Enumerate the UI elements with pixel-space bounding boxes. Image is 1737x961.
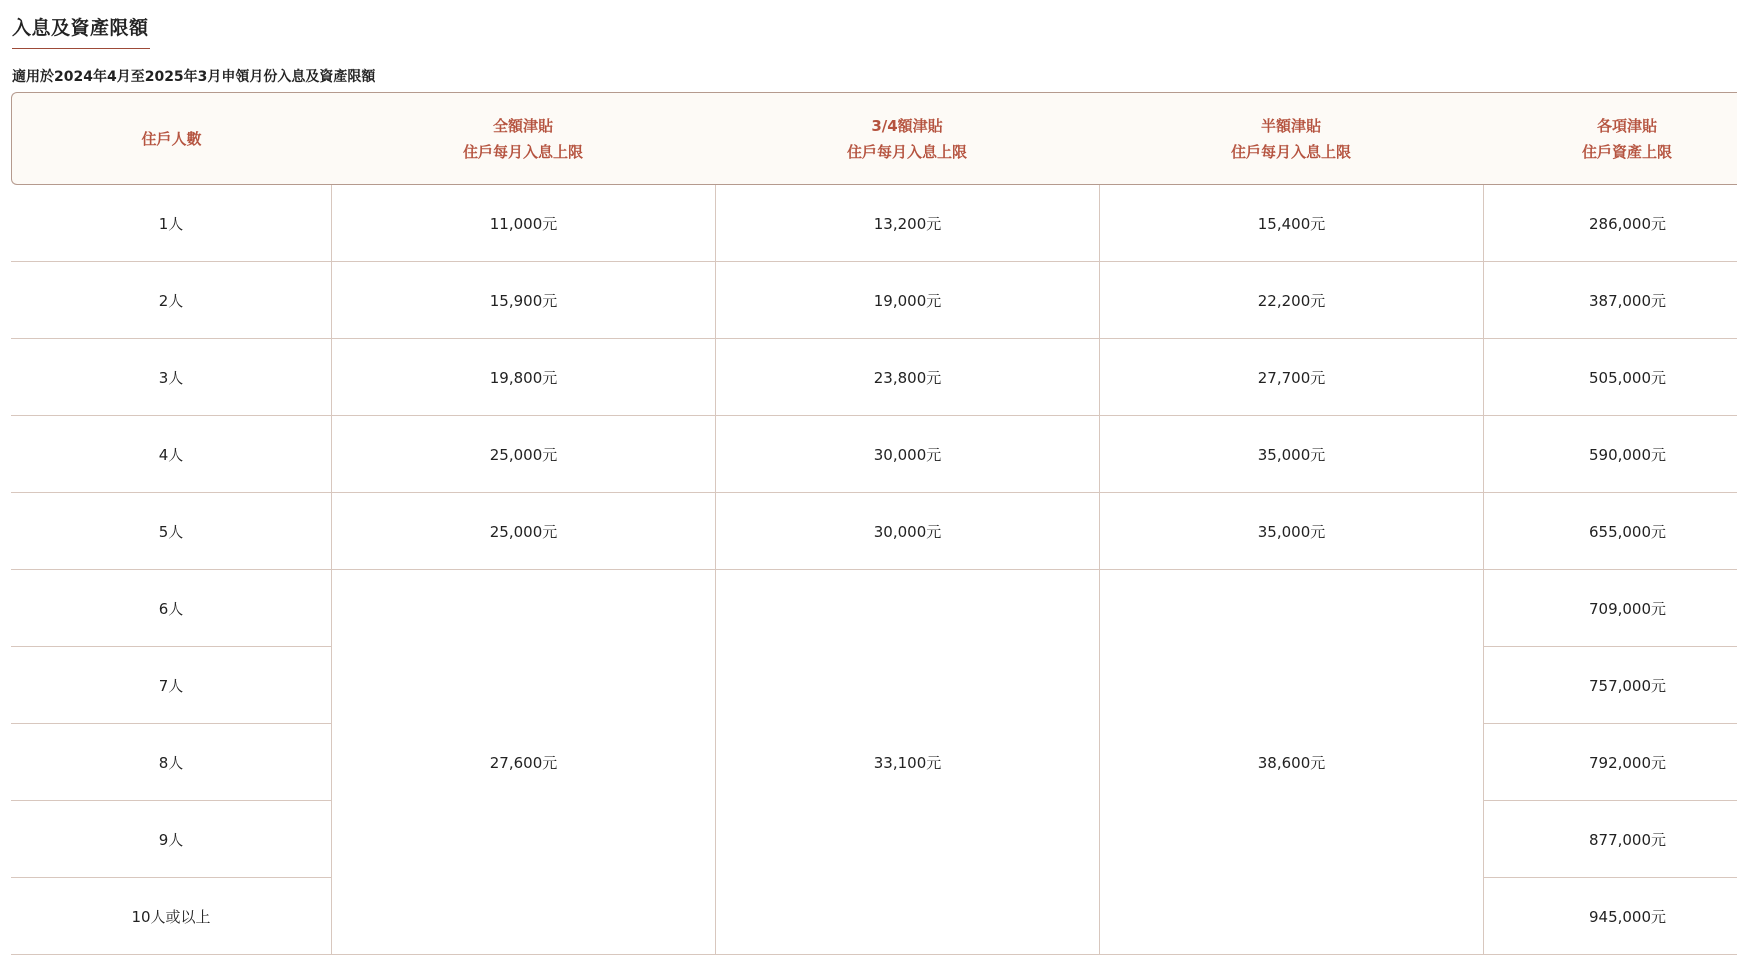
cell-household-size: 8人 (11, 724, 331, 801)
table-body (11, 185, 1737, 955)
cell-full-income-limit: 15,900元 (331, 262, 715, 339)
cell-half-income-limit: 35,000元 (1099, 493, 1483, 570)
cell-half-income-limit: 35,000元 (1099, 416, 1483, 493)
cell-asset-limit: 877,000元 (1483, 801, 1737, 878)
cell-household-size: 1人 (11, 185, 331, 262)
cell-asset-limit: 387,000元 (1483, 262, 1737, 339)
cell-asset-limit: 945,000元 (1483, 878, 1737, 955)
cell-asset-limit: 655,000元 (1483, 493, 1737, 570)
header-asset-limit: 各項津貼 住戶資產上限 (1483, 92, 1737, 185)
cell-three-quarter-income-limit: 23,800元 (715, 339, 1099, 416)
cell-asset-limit: 709,000元 (1483, 570, 1737, 647)
cell-full-income-limit: 25,000元 (331, 416, 715, 493)
cell-half-income-limit: 22,200元 (1099, 262, 1483, 339)
header-household-size: 住戶人數 (11, 92, 331, 185)
cell-full-income-limit: 25,000元 (331, 493, 715, 570)
header-three-quarter-allowance: 3/4額津貼 住戶每月入息上限 (715, 92, 1099, 185)
cell-household-size: 3人 (11, 339, 331, 416)
income-asset-limits-table (11, 92, 1737, 955)
cell-asset-limit: 286,000元 (1483, 185, 1737, 262)
table-row (11, 493, 1737, 570)
cell-three-quarter-income-limit: 30,000元 (715, 493, 1099, 570)
table-row (11, 262, 1737, 339)
cell-three-quarter-income-limit: 30,000元 (715, 416, 1099, 493)
cell-asset-limit: 505,000元 (1483, 339, 1737, 416)
table-row (11, 570, 1737, 647)
header-half-allowance: 半額津貼 住戶每月入息上限 (1099, 92, 1483, 185)
cell-half-income-limit: 27,700元 (1099, 339, 1483, 416)
cell-full-income-limit: 11,000元 (331, 185, 715, 262)
cell-household-size: 2人 (11, 262, 331, 339)
table-row (11, 185, 1737, 262)
cell-household-size: 7人 (11, 647, 331, 724)
cell-three-quarter-income-limit: 19,000元 (715, 262, 1099, 339)
cell-household-size: 4人 (11, 416, 331, 493)
section-title: 入息及資產限額 (12, 17, 149, 39)
cell-asset-limit: 590,000元 (1483, 416, 1737, 493)
cell-household-size: 9人 (11, 801, 331, 878)
cell-three-quarter-income-limit: 13,200元 (715, 185, 1099, 262)
cell-full-income-limit: 19,800元 (331, 339, 715, 416)
title-underline (12, 48, 150, 49)
cell-household-size: 5人 (11, 493, 331, 570)
cell-half-income-limit-merged: 38,600元 (1099, 570, 1483, 955)
header-full-allowance: 全額津貼 住戶每月入息上限 (331, 92, 715, 185)
header-row (11, 92, 1737, 185)
cell-asset-limit: 792,000元 (1483, 724, 1737, 801)
table-header (11, 92, 1737, 185)
limits-table-container (11, 92, 1737, 955)
table-row (11, 416, 1737, 493)
cell-household-size: 6人 (11, 570, 331, 647)
table-caption: 適用於2024年4月至2025年3月申領月份入息及資產限額 (12, 69, 376, 85)
table-row (11, 339, 1737, 416)
cell-three-quarter-income-limit-merged: 33,100元 (715, 570, 1099, 955)
cell-full-income-limit-merged: 27,600元 (331, 570, 715, 955)
cell-half-income-limit: 15,400元 (1099, 185, 1483, 262)
cell-asset-limit: 757,000元 (1483, 647, 1737, 724)
cell-household-size: 10人或以上 (11, 878, 331, 955)
